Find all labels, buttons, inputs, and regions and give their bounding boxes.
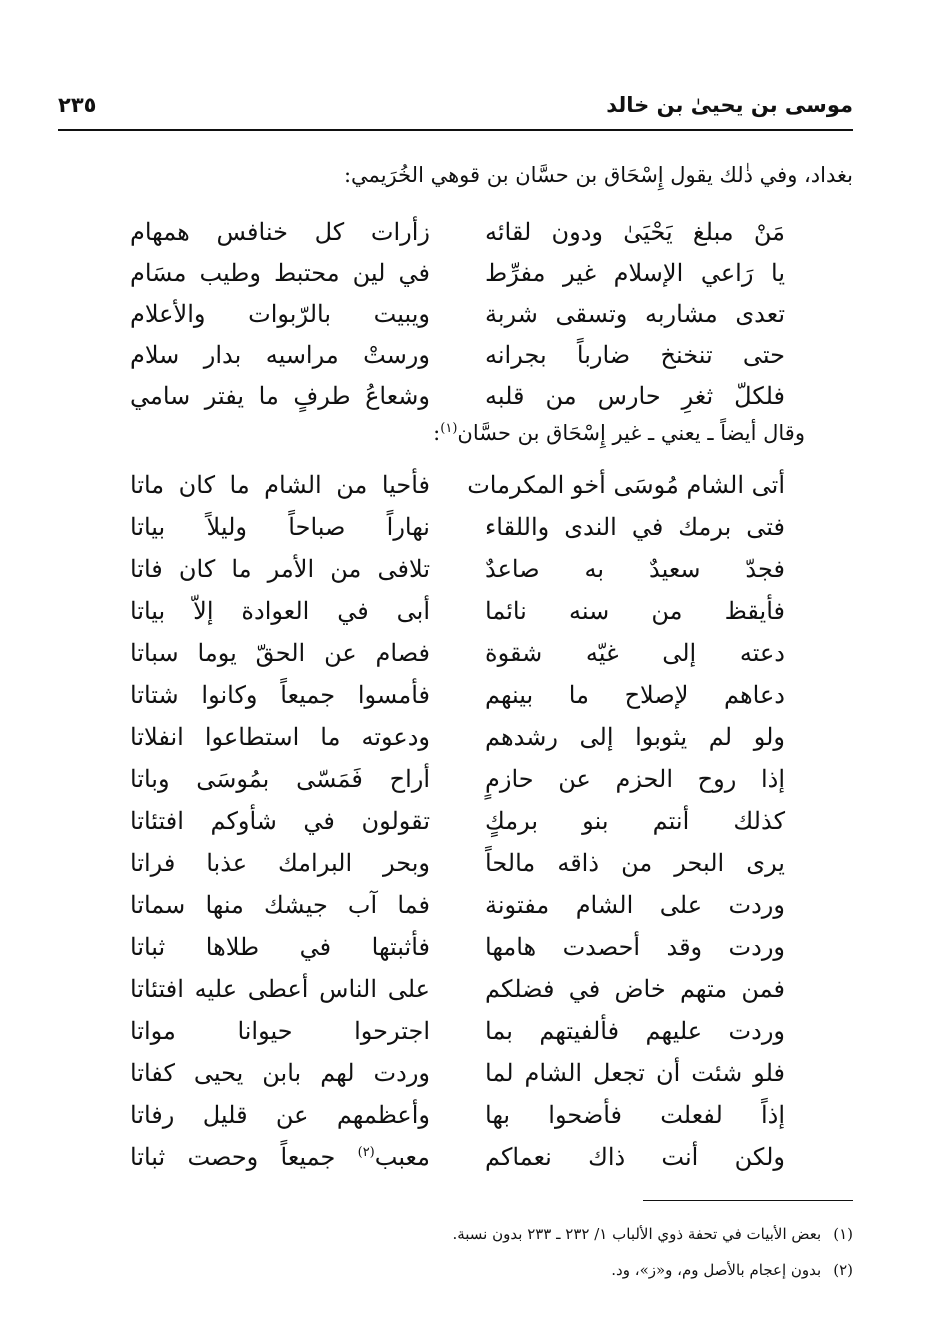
second-hemistich: وشعاعُ طرفٍ ما يفتر سامي	[130, 381, 430, 410]
second-hemistich: تلافى من الأمر ما كان فاتا	[130, 555, 430, 583]
second-hemistich: على الناس أعطى عليه افتئاتا	[130, 975, 430, 1003]
first-hemistich: فمن متهم خاض في فضلكم	[485, 975, 785, 1003]
second-hemistich: تقولون في شأوكم افتئاتا	[130, 807, 430, 835]
second-hemistich: وردت لهم بابن يحيى كفاتا	[130, 1059, 430, 1087]
footnote-2	[58, 1252, 853, 1288]
first-hemistich: وردت على الشام مفتونة	[485, 891, 785, 919]
verse	[130, 800, 785, 842]
first-hemistich: أتى الشام مُوسَى أخو المكرمات	[467, 471, 785, 499]
page-number: ٢٣٥	[58, 93, 97, 117]
verse	[130, 926, 785, 968]
first-hemistich: إذاً لفعلت فأضحوا بها	[485, 1101, 785, 1129]
second-hemistich: فأحيا من الشام ما كان ماتا	[130, 471, 430, 499]
second-hemistich	[130, 1143, 430, 1171]
poem-2	[130, 464, 785, 1178]
first-hemistich: حتى تنخنخ ضارباً بجرانه	[485, 340, 785, 369]
verse	[130, 1052, 785, 1094]
first-hemistich: يا رَاعي الإسلام غير مفرِّط	[485, 258, 785, 287]
first-hemistich: فتى برمك في الندى واللقاء	[485, 513, 785, 541]
verse	[130, 211, 785, 252]
second-hemistich: ورستْ مراسيه بدار سلام	[130, 340, 430, 369]
footnote-number: (٢)	[833, 1261, 853, 1279]
verse	[130, 674, 785, 716]
second-hemistich: في لين محتبط وطيب مسَام	[130, 258, 430, 287]
first-hemistich: وردت عليهم فألفيتهم بما	[485, 1017, 785, 1045]
first-hemistich: ولكن أنت ذاك نعماكم	[485, 1143, 785, 1171]
first-hemistich: كذلك أنتم بنو برمكٍ	[485, 807, 785, 835]
footnote-text: بعض الأبيات في تحفة ذوي الألباب ١/ ٢٣٢ ـ ٢٣٣ بدون نسبة.	[452, 1225, 822, 1243]
header-divider	[58, 129, 853, 131]
second-hemistich: نهاراً صباحاً وليلاً بياتا	[130, 513, 430, 541]
footnote-ref-1[interactable]: (١)	[440, 421, 458, 436]
second-hemistich: فصام عن الحقّ يوما سباتا	[130, 639, 430, 667]
verse	[130, 548, 785, 590]
footnote-1	[58, 1216, 853, 1252]
footnote-divider	[643, 1200, 853, 1201]
page-header	[58, 88, 853, 122]
footnotes	[58, 1216, 853, 1288]
footnote-text: بدون إعجام بالأصل وم، و«ز»، ود.	[611, 1261, 822, 1279]
first-hemistich: إذا روح الحزم عن حازمٍ	[485, 765, 785, 793]
footnote-ref-2[interactable]: (٢)	[357, 1145, 375, 1160]
verse	[130, 758, 785, 800]
verse	[130, 884, 785, 926]
transition-line	[58, 418, 805, 448]
second-hemistich: اجترحوا حيوانا مواتا	[130, 1017, 430, 1045]
verse	[130, 1010, 785, 1052]
verse	[130, 334, 785, 375]
verse	[130, 1136, 785, 1178]
verse	[130, 842, 785, 884]
second-hemistich: وبحر البرامك عذبا فراتا	[130, 849, 430, 877]
second-hemistich: فما آب جيشك منها سماتا	[130, 891, 430, 919]
footnote-number: (١)	[833, 1225, 853, 1243]
first-hemistich: فجدّ سعيدٌ به صاعدٌ	[485, 555, 785, 583]
verse	[130, 252, 785, 293]
second-hemistich: وأعظمهم عن قليل رفاتا	[130, 1101, 430, 1129]
first-hemistich: وردت وقد أحصدت هامها	[485, 933, 785, 961]
verse	[130, 375, 785, 416]
verse	[130, 632, 785, 674]
second-hemistich: فأثبتها في طلاها ثباتا	[130, 933, 430, 961]
intro-line: بغداد، وفي ذٰلك يقول إِسْحَاق بن حسَّان بن قوهي الخُرَيمي:	[343, 163, 853, 187]
first-hemistich: دعاهم لإصلاح ما بينهم	[485, 681, 785, 709]
verse	[130, 716, 785, 758]
second-hemistich: أبى في العوادة إلاّ بياتا	[130, 597, 430, 625]
first-hemistich: مَنْ مبلغ يَحْيَىٰ ودون لقائه	[485, 217, 785, 246]
second-hemistich: أراح فَمَسّى بمُوسَى وباتا	[130, 765, 430, 793]
first-hemistich: فلو شئت أن تجعل الشام لما	[485, 1059, 785, 1087]
verse	[130, 590, 785, 632]
verse	[130, 293, 785, 334]
transition-colon: :	[433, 421, 441, 445]
running-title: موسى بن يحيىٰ بن خالد	[606, 93, 853, 117]
first-hemistich: يرى البحر من ذاقه مالحاً	[485, 849, 785, 877]
verse	[130, 968, 785, 1010]
verse	[130, 1094, 785, 1136]
poem-1	[130, 211, 785, 416]
first-hemistich: فأيقظ من سنه نائما	[485, 597, 785, 625]
second-hemistich: زأرات كل خنافس همهام	[130, 217, 430, 246]
verse	[130, 506, 785, 548]
first-hemistich: فلكلّ ثغرِ حارس من قلبه	[485, 381, 785, 410]
first-hemistich: دعته إلى غيّه شقوة	[485, 639, 785, 667]
second-hemistich: ودعوته ما استطاعوا انفلاتا	[130, 723, 430, 751]
first-hemistich: تعدى مشاربه وتسقى شربة	[485, 299, 785, 328]
second-hemistich: فأمسوا جميعاً وكانوا شتاتا	[130, 681, 430, 709]
verse	[130, 464, 785, 506]
transition-text: وقال أيضاً ـ يعني ـ غير إِسْحَاق بن حسَّان	[457, 421, 805, 445]
first-hemistich: ولو لم يثوبوا إلى رشدهم	[485, 723, 785, 751]
second-hemistich: ويبيت بالرّبوات والأعلام	[130, 299, 430, 328]
hemistich-part: معبب	[374, 1143, 430, 1171]
hemistich-part: جميعاً وحصت ثباتا	[130, 1143, 358, 1171]
